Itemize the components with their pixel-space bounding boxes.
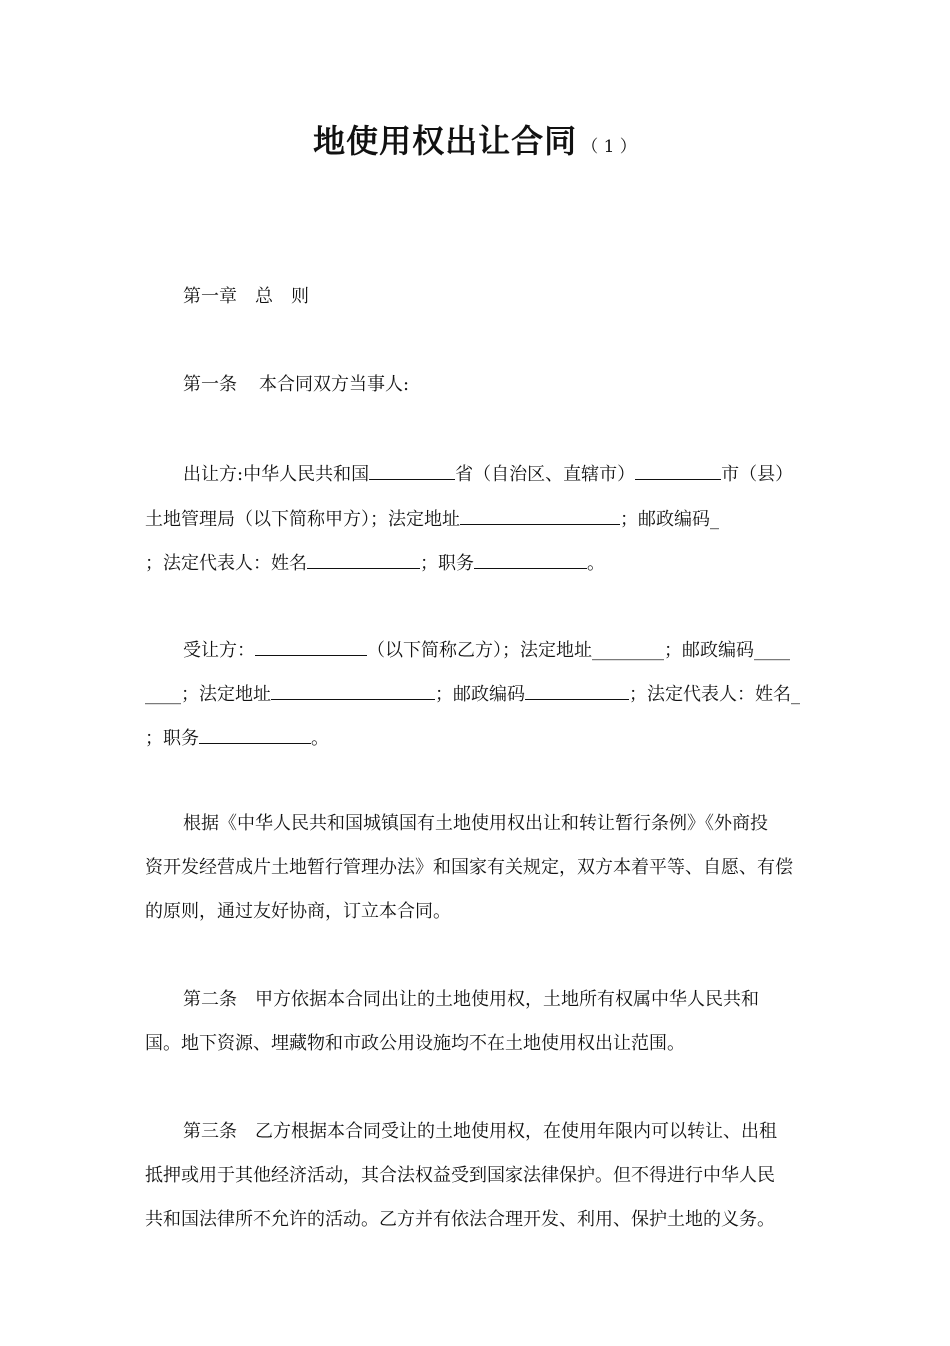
transferee-text: ；职务	[145, 728, 199, 749]
blank-city[interactable]	[635, 459, 721, 480]
blank-representative-name[interactable]	[307, 548, 420, 569]
blank-transferee-name[interactable]	[255, 635, 367, 656]
transferor-text: 出让方:中华人民共和国	[183, 464, 370, 485]
transferee-text: ；邮政编码	[435, 684, 525, 705]
transferor-text: 省（自治区、直辖市）	[455, 464, 636, 485]
article-1	[183, 372, 409, 398]
transferee-text: 受让方：	[183, 640, 255, 661]
transferor-text: ；法定代表人：姓名	[145, 553, 307, 574]
transferor-text: 市（县）	[721, 464, 794, 485]
transferor-text: ；邮政编码_	[620, 509, 719, 530]
transferee-text: ；法定代表人：姓名_	[629, 684, 800, 705]
blank-legal-address[interactable]	[460, 504, 620, 525]
transferee-line-3	[145, 723, 329, 752]
blank-position[interactable]	[474, 548, 587, 569]
blank-transferee-position[interactable]	[199, 723, 311, 744]
transferor-text: 。	[587, 553, 605, 574]
basis-line-2: 资开发经营成片土地暂行管理办法》和国家有关规定，双方本着平等、自愿、有偿	[145, 857, 793, 878]
blank-transferee-postcode[interactable]	[525, 679, 629, 700]
article-3-line-2: 抵押或用于其他经济活动，其合法权益受到国家法律保护。但不得进行中华人民	[145, 1165, 775, 1186]
transferee-line-2	[145, 679, 800, 708]
article-1-label: 第一条	[183, 374, 237, 395]
transferor-line-1	[183, 459, 793, 488]
basis-line-3: 的原则，通过友好协商，订立本合同。	[145, 901, 451, 922]
article-3-line-1: 第三条 乙方根据本合同受让的土地使用权，在使用年限内可以转让、出租	[183, 1121, 777, 1142]
blank-transferee-address[interactable]	[271, 679, 435, 700]
article-3-line-3: 共和国法律所不允许的活动。乙方并有依法合理开发、利用、保护土地的义务。	[145, 1209, 775, 1230]
blank-province[interactable]	[369, 459, 455, 480]
article-2-line-2: 国。地下资源、埋藏物和市政公用设施均不在土地使用权出让范围。	[145, 1033, 685, 1054]
article-2-line-1: 第二条 甲方依据本合同出让的土地使用权，土地所有权属中华人民共和	[183, 989, 759, 1010]
title-number: （ 1 ）	[581, 137, 637, 157]
transferee-text: （以下简称乙方）；法定地址________；邮政编码____	[367, 640, 790, 661]
title-main: 地使用权出让合同	[313, 122, 578, 160]
article-1-text: 本合同双方当事人:	[259, 374, 410, 395]
transferee-text: ____；法定地址	[145, 684, 271, 705]
document-title	[0, 116, 950, 162]
basis-line-1: 根据《中华人民共和国城镇国有土地使用权出让和转让暂行条例》《外商投	[183, 813, 768, 834]
transferor-line-2	[145, 504, 719, 533]
transferor-line-3	[145, 548, 605, 577]
transferee-text: 。	[311, 728, 329, 749]
transferor-text: ；职务	[420, 553, 474, 574]
transferee-line-1	[183, 635, 790, 664]
transferor-text: 土地管理局（以下简称甲方）；法定地址	[145, 509, 460, 530]
chapter-heading: 第一章 总 则	[183, 286, 309, 307]
